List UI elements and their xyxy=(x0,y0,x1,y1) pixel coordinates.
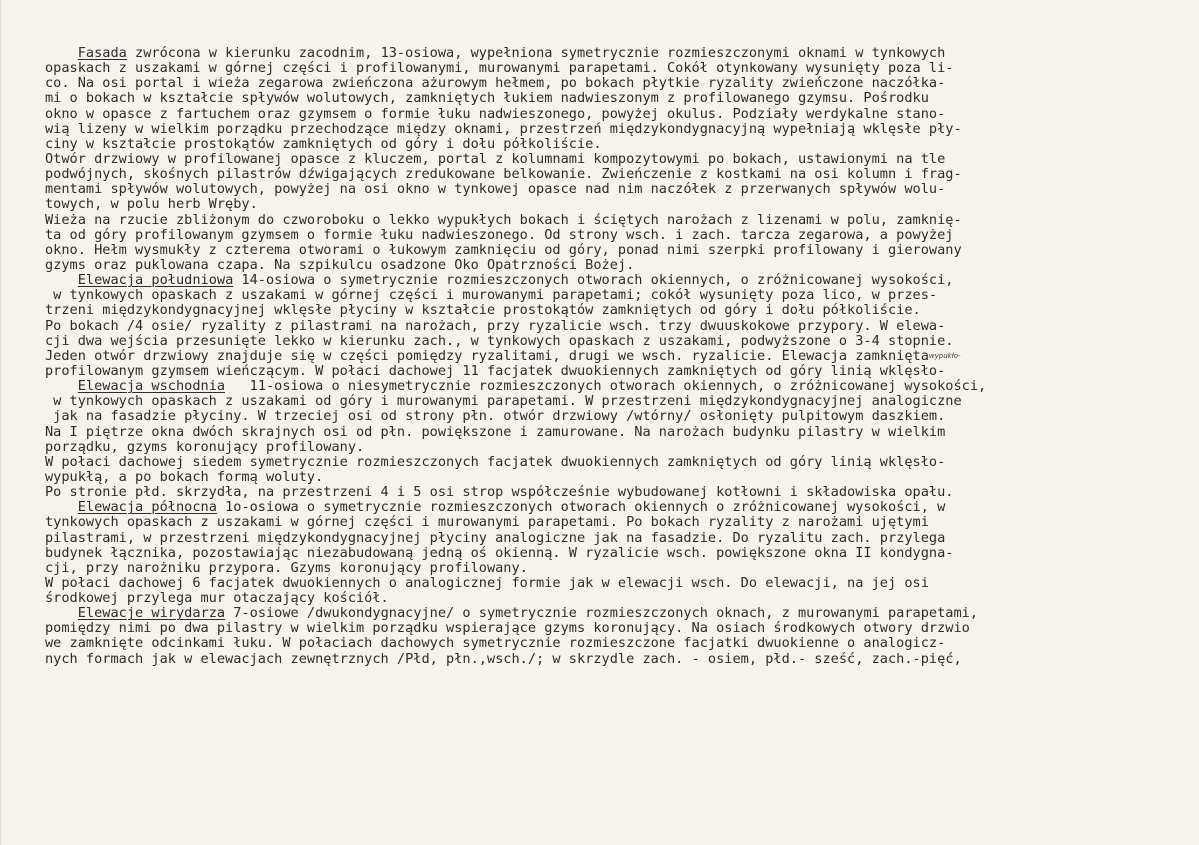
line-text: pomiędzy nimi po dwa pilastry w wielkim porządku wspierające gzyms koronujący. Na osiach środkowych otwory drzwio xyxy=(45,620,970,637)
text-line xyxy=(45,500,1185,515)
text-line xyxy=(45,76,1185,91)
line-text xyxy=(45,499,78,515)
text-line xyxy=(45,303,1185,318)
section-heading: Fasada xyxy=(77,45,127,61)
line-text: wypukłą, a po bokach formą woluty. xyxy=(45,468,324,485)
line-text: mentami spływów wolutowych, powyżej na osi okno w tynkowej opasce nad nim naczółek z przerwanych spływów wolu- xyxy=(45,181,946,198)
text-line xyxy=(45,46,1185,61)
text-line xyxy=(45,591,1185,606)
text-line xyxy=(45,228,1185,243)
text-line xyxy=(45,561,1185,576)
line-text: Po bokach /4 osie/ ryzality z pilastrami na narożach, przy ryzalicie wsch. trzy dwuuskokowe przypory. W elewa- xyxy=(45,317,946,334)
text-line xyxy=(45,122,1185,137)
text-line xyxy=(45,364,1185,379)
section-heading: Elewacja wschodnia xyxy=(77,378,226,395)
text-line xyxy=(45,61,1185,76)
line-text: Otwór drzwiowy w profilowanej opasce z kluczem, portal z kolumnami kompozytowymi po bokach, ustawionymi na tle xyxy=(45,150,946,167)
line-text: Wieża na rzucie zbliżonym do czworoboku o lekko wypukłych bokach i ściętych narożach z lizenami w polu, zamknię- xyxy=(45,211,962,228)
text-line xyxy=(45,515,1185,530)
line-text: mi o bokach w kształcie spływów wolutowych, zamkniętych łukiem nadwieszonym z profilowanego gzymsu. Pośrodku xyxy=(45,90,929,107)
typed-text-block xyxy=(45,46,1185,667)
line-text-rest: 14-osiowa o symetrycznie rozmieszczonych otworach okiennych, o zróżnicowanej wysokości, xyxy=(233,272,954,289)
text-line xyxy=(45,531,1185,546)
text-line xyxy=(45,621,1185,636)
line-text: wią lizeny w wielkim porządku przechodzące między oknami, przestrzeń międzykondygnacyjną wypełniają wklęsłe pły- xyxy=(45,120,962,137)
text-line xyxy=(45,606,1185,621)
line-text xyxy=(45,45,78,61)
line-text-rest: zwrócona w kierunku zacodnim, 13-osiowa, wypełniona symetrycznie rozmieszczonymi oknami w tynkowych xyxy=(126,45,946,61)
line-text: gzyms oraz puklowana czapa. Na szpikulcu osadzone Oko Opatrzności Bożej. xyxy=(45,256,635,273)
text-line xyxy=(45,409,1185,424)
text-line xyxy=(45,273,1185,288)
line-text: trzeni międzykondygnacyjnej wklęsłe płyciny w kształcie prostokątów zamkniętych od góry i dołu półkoliście. xyxy=(45,302,921,319)
line-text xyxy=(45,272,78,288)
text-line xyxy=(45,546,1185,561)
line-text xyxy=(45,605,78,621)
line-text: W połaci dachowej 6 facjatek dwuokiennych o analogicznej formie jak w elewacji wsch. Do elewacji, na jej osi xyxy=(45,574,929,591)
line-text: profilowanym gzymsem wieńczącym. W połaci dachowej 11 facjatek dwuokiennych zamkniętych od góry linią wklęsło- xyxy=(45,362,946,379)
text-line xyxy=(45,349,1185,364)
text-line xyxy=(45,319,1185,334)
text-line xyxy=(45,470,1185,485)
text-line xyxy=(45,91,1185,106)
text-line xyxy=(45,636,1185,651)
text-line xyxy=(45,197,1185,212)
text-line xyxy=(45,334,1185,349)
line-text-rest: 1o-osiowa o symetrycznie rozmieszczonych otworach okiennych o zróżnicowanej wysokości, w xyxy=(216,499,946,516)
text-line xyxy=(45,182,1185,197)
line-text: w tynkowych opaskach z uszakami od góry i murowanymi parapetami. W przestrzeni międzykondygnacyjnej analogiczne xyxy=(45,393,962,410)
line-text: porządku, gzyms koronujący profilowany. xyxy=(45,438,365,455)
line-text: cji dwa wejścia przesunięte lekko w kierunku zach., w tynkowych opaskach z uszakami, podwyższone o 3-4 stopnie. xyxy=(45,332,954,349)
line-text: Na I piętrze okna dwóch skrajnych osi od płn. powiększone i zamurowane. Na narożach budynku pilastry w wielkim xyxy=(45,423,946,440)
text-line xyxy=(45,440,1185,455)
line-text-rest: 11-osiowa o niesymetrycznie rozmieszczonych otworach okiennych, o zróżnicowanej wysokości, xyxy=(225,378,987,395)
line-text xyxy=(45,378,78,394)
line-text: podwójnych, skośnych pilastrów dźwigających zredukowane belkowanie. Zwieńczenie z kostkami na osi kolumn i frag- xyxy=(45,166,962,183)
line-text: pilastrami, w przestrzeni międzykondygnacyjnej płyciny analogiczne jak na fasadzie. Do ryzalitu zach. przylega xyxy=(45,529,946,546)
handwritten-note: wypukło- xyxy=(928,351,961,360)
line-text: jak na fasadzie płyciny. W trzeciej osi od strony płn. otwór drzwiowy /wtórny/ osłonięty pulpitowym daszkiem. xyxy=(45,408,946,425)
line-text: towych, w polu herb Wręby. xyxy=(45,196,258,213)
line-text: budynek łącznika, pozostawiając niezabudowaną jedną oś okienną. W ryzalicie wsch. powiększone okna II kondygna- xyxy=(45,544,954,561)
text-line xyxy=(45,167,1185,182)
text-line xyxy=(45,485,1185,500)
line-text: co. Na osi portal i wieża zegarowa zwieńczona ażurowym hełmem, po bokach płytkie ryzality zwieńczone naczółka- xyxy=(45,75,946,92)
line-text: okno w opasce z fartuchem oraz gzymsem o formie łuku nadwieszonego, powyżej okulus. Podziały werdykalne stano- xyxy=(45,105,946,122)
line-text: okno. Hełm wysmukły z czterema otworami o łukowym zamknięciu od góry, ponad nimi szerpki profilowany i gierowany xyxy=(45,241,962,258)
line-text: we zamknięte odcinkami łuku. W połaciach dachowych symetrycznie rozmieszczone facjatki dwuokienne o analogicz- xyxy=(45,635,946,652)
text-line xyxy=(45,379,1185,394)
line-text: nych formach jak w elewacjach zewnętrznych /Płd, płn.,wsch./; w skrzydle zach. - osiem, płd.- sześć, zach.-pięć, xyxy=(45,650,962,667)
line-text: ta od góry profilowanym gzymsem o formie łuku nadwieszonego. Od strony wsch. i zach. tarcza zegarowa, a powyżej xyxy=(45,226,954,243)
line-text: ciny w kształcie prostokątów zamkniętych od góry i dołu półkoliście. xyxy=(45,135,602,152)
section-heading: Elewacja północna xyxy=(77,499,217,516)
line-text: W połaci dachowej siedem symetrycznie rozmieszczonych facjatek dwuokiennych zamkniętych od góry linią wklęsło- xyxy=(45,453,946,470)
line-text: środkowej przylega mur otaczający kościół. xyxy=(45,590,389,607)
text-line xyxy=(45,576,1185,591)
line-text: w tynkowych opaskach z uszakami w górnej części i murowanymi parapetami; cokół wysunięty poza lico, w przes- xyxy=(45,287,938,304)
line-text: opaskach z uszakami w górnej części i profilowanymi, murowanymi parapetami. Cokół otynkowany wysunięty poza li- xyxy=(45,60,954,77)
section-heading: Elewacja południowa xyxy=(77,272,234,289)
text-line xyxy=(45,455,1185,470)
line-text: tynkowych opaskach z uszakami w górnej części i murowanymi parapetami. Po bokach ryzality z narożami ujętymi xyxy=(45,514,929,531)
text-line xyxy=(45,137,1185,152)
text-line xyxy=(45,425,1185,440)
text-line xyxy=(45,243,1185,258)
text-line xyxy=(45,258,1185,273)
line-text-rest: 7-osiowe /dwukondygnacyjne/ o symetrycznie rozmieszczonych oknach, z murowanymi parapetami, xyxy=(225,605,979,622)
line-text: Jeden otwór drzwiowy znajduje się w części pomiędzy ryzalitami, drugi we wsch. ryzalicie. Elewacja zamknięta xyxy=(45,347,929,364)
text-line xyxy=(45,152,1185,167)
line-text: Po stronie płd. skrzydła, na przestrzeni 4 i 5 osi strop współcześnie wybudowanej kotłowni i składowiska opału. xyxy=(45,484,954,501)
section-heading: Elewacje wirydarza xyxy=(77,605,226,622)
text-line xyxy=(45,652,1185,667)
text-line xyxy=(45,394,1185,409)
line-text: cji, przy narożniku przypora. Gzyms koronujący profilowany. xyxy=(45,559,528,576)
text-line xyxy=(45,288,1185,303)
text-line xyxy=(45,213,1185,228)
text-line xyxy=(45,107,1185,122)
